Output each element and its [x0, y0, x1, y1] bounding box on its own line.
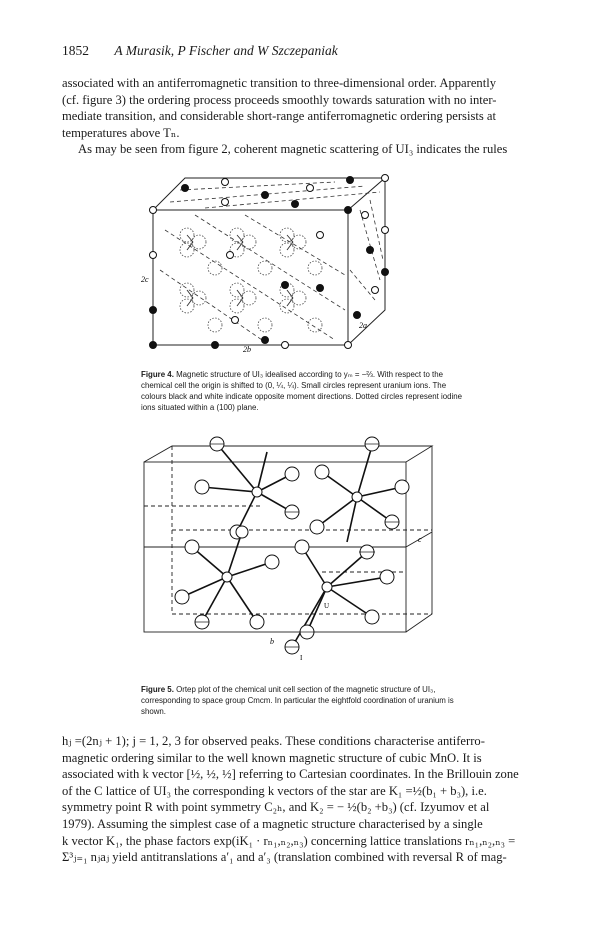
atom-label-u: U — [324, 602, 330, 610]
dashed-planes — [160, 182, 383, 342]
intro-paragraph — [62, 75, 564, 158]
figure-4-caption-line: chemical cell the origin is shifted to (0, ¼, ¼). Small circles represent uranium ions. The — [141, 381, 447, 390]
axis-label-2c: 2c — [141, 275, 149, 284]
axis-label-b: b — [270, 637, 274, 646]
iodine-ions — [180, 228, 322, 332]
uranium-ellipsoids — [222, 487, 362, 592]
figure-4-magnetic-structure — [135, 160, 420, 355]
body-line: k vector K₁, the phase factors exp(iK₁ · rₙ₁,ₙ₂,ₙ₃) concerning lattice translations rₙ₁,ₙ₂,ₙ₃ = — [62, 833, 516, 848]
body-line: Σ³ⱼ₌₁ nⱼaⱼ yield antitranslations a′₁ and a′₃ (translation combined with reversal R of mag- — [62, 850, 507, 865]
axis-label-2b: 2b — [243, 345, 251, 354]
atom-label-i: I — [300, 654, 303, 662]
intro-line: temperatures above Tₙ. — [62, 125, 180, 140]
figure-4-caption-label: Figure 4. — [141, 370, 174, 379]
figure-5-ortep-plot — [142, 432, 442, 664]
figure-5-caption — [141, 684, 555, 717]
running-authors: A Murasik, P Fischer and W Szczepaniak — [114, 43, 338, 58]
body-line: of the C lattice of UI₃ the corresponding k vectors of the star are K₁ =½(b₁ + b₃), i.e. — [62, 783, 487, 798]
body-line: 1979). Assuming the simplest case of a magnetic structure characterised by a single — [62, 816, 483, 831]
figure-5-caption-line: shown. — [141, 707, 167, 716]
iodine-ellipsoids — [175, 437, 409, 654]
body-line: hⱼ =(2nⱼ + 1); j = 1, 2, 3 for observed peaks. These conditions characterise antiferro- — [62, 734, 485, 748]
bond-lines — [187, 235, 293, 306]
body-paragraph — [62, 733, 564, 866]
intro-line: associated with an antiferromagnetic transition to three-dimensional order. Apparently — [62, 76, 496, 90]
running-header — [62, 43, 582, 59]
figure-5-caption-line: Ortep plot of the chemical unit cell section of the magnetic structure of UI₃, — [176, 685, 436, 694]
axis-label-2a: 2a — [359, 321, 367, 330]
figure-4-caption-line: ions situated within a (100) plane. — [141, 403, 259, 412]
body-line: magnetic ordering similar to the well known magnetic structure of cubic MnO. It is — [62, 750, 482, 765]
cell-right-face — [348, 178, 385, 345]
figure-5-caption-label: Figure 5. — [141, 685, 174, 694]
axis-label-c: c — [418, 535, 422, 544]
figure-4-caption-line: colours black and white indicate opposite moment directions. Dotted circles represent iodine — [141, 392, 463, 401]
intro-line: mediate transition, and considerable short-range antiferromagnetic ordering persists at — [62, 109, 496, 124]
figure-4-caption — [141, 369, 555, 413]
intro-line: (cf. figure 3) the ordering process proceeds smoothly towards saturation with no inter- — [62, 92, 497, 107]
intro-line: As may be seen from figure 2, coherent magnetic scattering of UI₃ indicates the rules — [78, 142, 508, 157]
page-number: 1852 — [62, 43, 89, 58]
body-line: symmetry point R with point symmetry C₂ₕ, and K₂ = − ½(b₂ +b₃) (cf. Izyumov et al — [62, 800, 490, 815]
figure-4-caption-line: Magnetic structure of UI₃ idealised according to yₘ = −⅔. With respect to the — [176, 370, 443, 379]
body-line: associated with k vector [½, ½, ½] referring to Cartesian coordinates. In the Brillouin zone — [62, 767, 519, 782]
figure-5-caption-line: corresponding to space group Cmcm. In particular the eightfold coordination of uranium is — [141, 696, 454, 705]
